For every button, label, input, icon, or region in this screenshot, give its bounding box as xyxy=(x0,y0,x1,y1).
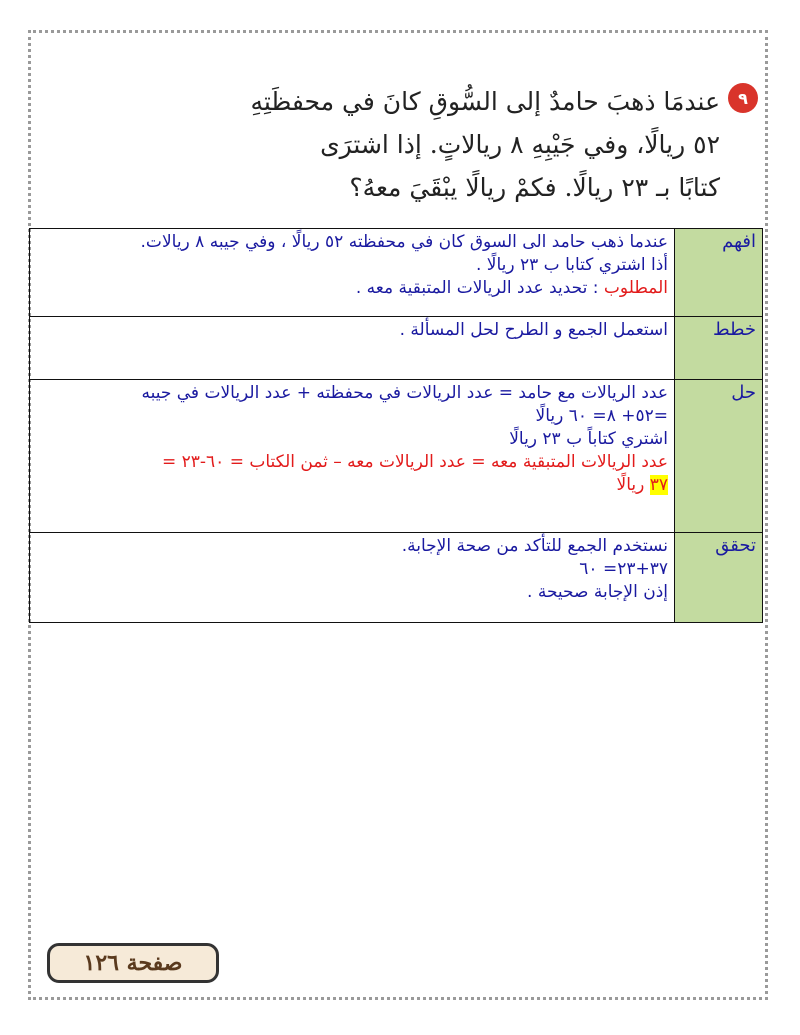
check-line: إذن الإجابة صحيحة . xyxy=(527,582,668,602)
step-row-check xyxy=(30,533,763,623)
step-label-plan: خطط xyxy=(675,317,763,380)
understand-required-line xyxy=(36,277,668,300)
step-row-solve xyxy=(30,380,763,533)
problem-line: عندمَا ذهبَ حامدٌ إلى السُّوقِ كانَ في محفظَتِهِ xyxy=(250,87,720,116)
problem-statement xyxy=(160,80,720,209)
solve-line: =٥٢+ ٨= ٦٠ ريالًا xyxy=(535,406,668,426)
required-label: المطلوب xyxy=(603,278,668,298)
check-line: ٣٧+٢٣= ٦٠ xyxy=(579,559,668,579)
check-line: نستخدم الجمع للتأكد من صحة الإجابة. xyxy=(401,536,668,556)
solution-steps-table xyxy=(29,228,763,623)
step-label-understand: افهم xyxy=(675,229,763,317)
understand-line: عندما ذهب حامد الى السوق كان في محفظته ٥٢ ريالًا ، وفي جيبه ٨ ريالات. xyxy=(140,232,668,252)
step-body-check xyxy=(30,533,675,623)
step-body-plan xyxy=(30,317,675,380)
question-number-badge: ٩ xyxy=(728,83,758,113)
problem-line: ٥٢ ريالًا، وفي جَيْبِهِ ٨ ريالاتٍ. إذا اشترَى xyxy=(320,130,720,159)
step-label-check: تحقق xyxy=(675,533,763,623)
plan-line: استعمل الجمع و الطرح لحل المسألة . xyxy=(399,320,668,340)
required-text: : تحديد عدد الريالات المتبقية معه . xyxy=(355,278,604,298)
answer-value: ٣٧ xyxy=(649,475,668,495)
page-number-label: صفحة ١٢٦ xyxy=(47,943,219,983)
solve-line: اشتري كتاباً ب ٢٣ ريالًا xyxy=(509,429,668,449)
solve-result-equation: ٦٠-٢٣ = xyxy=(161,452,225,472)
step-row-plan xyxy=(30,317,763,380)
step-label-solve: حل xyxy=(675,380,763,533)
solve-result-text: عدد الريالات المتبقية معه = عدد الريالات معه – ثمن الكتاب = xyxy=(224,452,668,472)
step-body-understand xyxy=(30,229,675,317)
step-row-understand xyxy=(30,229,763,317)
step-body-solve xyxy=(30,380,675,533)
solve-result-line xyxy=(36,451,668,474)
problem-line: كتابًا بـ ٢٣ ريالًا. فكمْ ريالًا يبْقَيَ معهُ؟ xyxy=(349,173,720,202)
understand-line: أذا اشتري كتابا ب ٢٣ ريالًا . xyxy=(475,255,668,275)
solve-line: عدد الريالات مع حامد = عدد الريالات في محفظته + عدد الريالات في جيبه xyxy=(141,383,668,403)
solve-answer-line xyxy=(36,474,668,497)
answer-unit: ريالًا xyxy=(616,475,650,495)
